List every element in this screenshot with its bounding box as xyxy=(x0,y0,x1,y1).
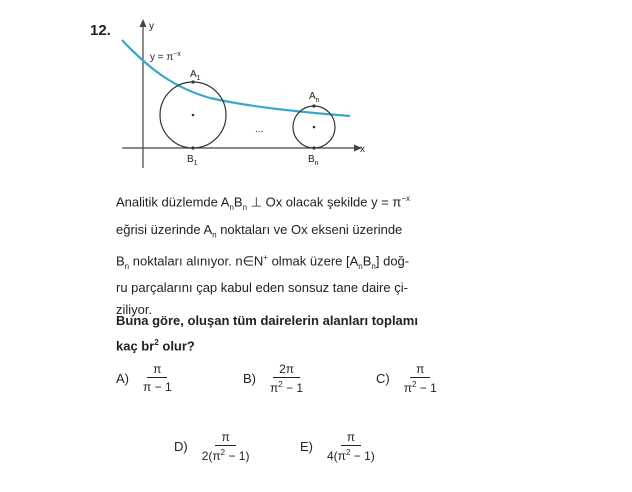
option-d-label: D) xyxy=(174,439,188,454)
option-c-fraction: $\frac{\pi}{\pi^2 - 1}$ xyxy=(403,362,437,395)
option-b-fraction: $\frac{2\pi}{\pi^2 - 1}$ xyxy=(270,362,304,395)
prompt-line-1: Buna göre, oluşan tüm dairelerin alanları toplamı xyxy=(116,313,418,328)
option-d-fraction: $\frac{\pi}{2(\pi^2 - 1)}$ xyxy=(201,430,250,463)
curve-label: $y = \pi^{-x}$ xyxy=(150,51,181,63)
y-axis-arrow xyxy=(140,19,147,27)
circle-1-center xyxy=(192,114,195,117)
label-b1: $B_1$ xyxy=(187,154,198,167)
text-line-3: $B_n$ noktaları alınıyor. n∈N+ olmak üzere $[A_nB_n]$ doğ- xyxy=(116,252,410,271)
text-line-5: ziliyor. xyxy=(116,302,153,318)
option-a-fraction: $\frac{\pi}{\pi - 1}$ xyxy=(143,362,172,394)
option-d[interactable] xyxy=(174,430,255,463)
label-bn: $B_n$ xyxy=(308,154,319,167)
label-an: $A_n$ xyxy=(309,91,320,104)
point-a1 xyxy=(191,80,194,83)
circle-n-center xyxy=(313,126,316,129)
x-axis-label: x xyxy=(360,144,365,155)
option-c[interactable] xyxy=(376,362,443,395)
question-prompt xyxy=(116,310,456,357)
text-line-1: Analitik düzlemde $A_nB_n$ ⊥ Ox olacak şekilde $y = \pi^{-x}$ xyxy=(116,194,411,212)
y-axis-label: y xyxy=(149,21,154,32)
option-a-label: A) xyxy=(116,370,129,386)
option-e-label: E) xyxy=(300,439,313,454)
graph-figure xyxy=(0,0,632,180)
option-c-label: C) xyxy=(376,371,390,386)
ellipsis: ... xyxy=(255,124,264,135)
point-an xyxy=(312,104,315,107)
label-a1: $A_1$ xyxy=(190,69,201,82)
option-b-label: B) xyxy=(243,371,256,386)
point-bn xyxy=(312,146,315,149)
option-e-fraction: $\frac{\pi}{4(\pi^2 - 1)}$ xyxy=(327,430,375,463)
problem-text xyxy=(116,188,446,321)
option-a[interactable] xyxy=(116,362,178,394)
text-line-2: eğrisi üzerinde $A_n$ noktaları ve Ox ekseni üzerinde xyxy=(116,221,403,240)
point-b1 xyxy=(191,146,194,149)
option-b[interactable] xyxy=(243,362,309,395)
text-line-4: ru parçalarını çap kabul eden sonsuz tane daire çi- xyxy=(116,280,408,296)
option-e[interactable] xyxy=(300,430,381,463)
question-number: 12. xyxy=(90,22,111,39)
prompt-line-2: kaç $br^2$ olur? xyxy=(116,338,195,354)
